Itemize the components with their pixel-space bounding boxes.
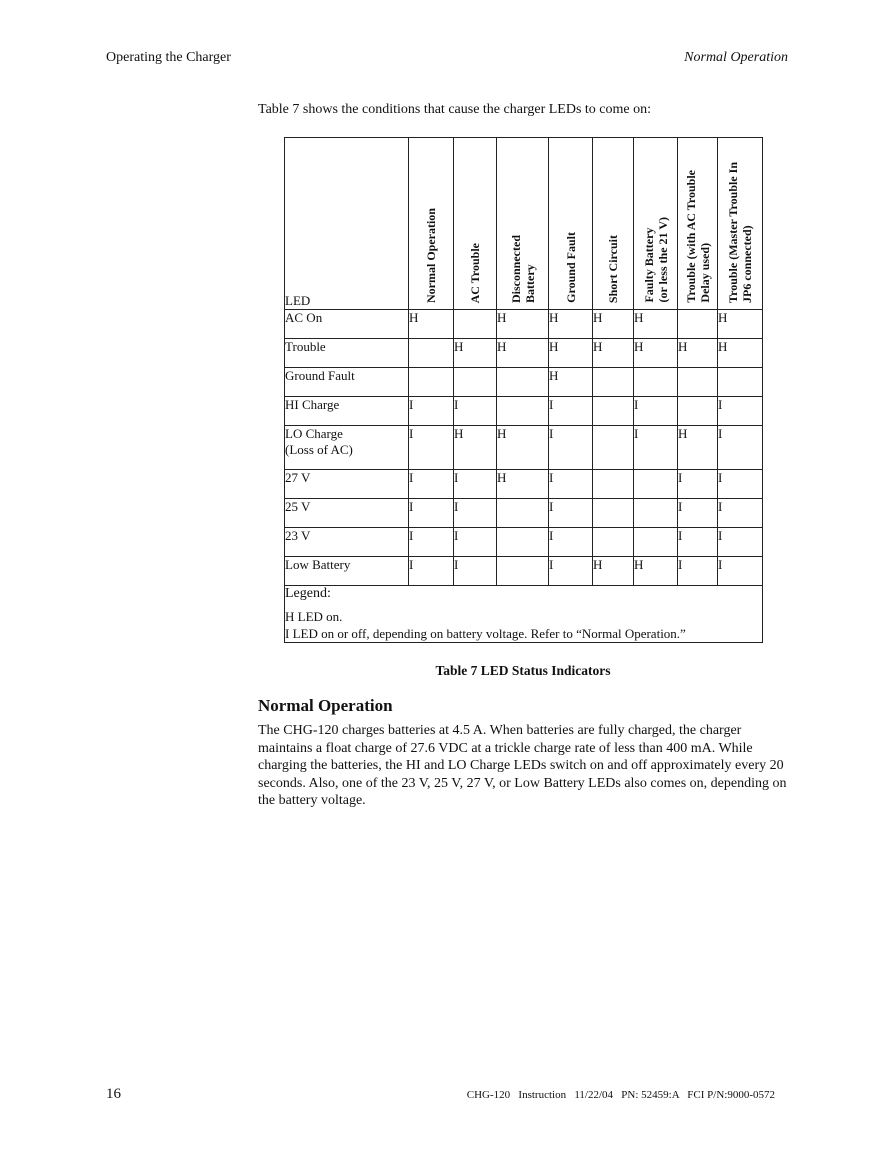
column-header: Ground Fault [549, 138, 593, 310]
table-cell [593, 397, 634, 426]
table-cell: H [634, 339, 678, 368]
table-row [285, 368, 763, 397]
table-cell: H [593, 557, 634, 586]
table-cell: I [718, 557, 763, 586]
table-cell: H [593, 339, 634, 368]
table-cell: H [497, 426, 549, 470]
table-cell [454, 368, 497, 397]
row-label: HI Charge [285, 397, 409, 426]
table-cell: H [718, 310, 763, 339]
table-cell: I [409, 426, 454, 470]
table-row [285, 557, 763, 586]
table-row [285, 426, 763, 470]
table-cell [593, 368, 634, 397]
intro-text: Table 7 shows the conditions that cause the charger LEDs to come on: [258, 102, 651, 117]
column-header: Faulty Battery (or less the 21 V) [634, 138, 678, 310]
legend-row [285, 586, 763, 643]
table-cell: H [593, 310, 634, 339]
table-cell [409, 368, 454, 397]
section-heading: Normal Operation [258, 696, 393, 715]
table-cell [634, 470, 678, 499]
table-cell: I [678, 557, 718, 586]
table-cell: I [454, 557, 497, 586]
table-cell: I [454, 528, 497, 557]
table-cell [409, 339, 454, 368]
legend-line: I LED on or off, depending on battery voltage. Refer to “Normal Operation.” [285, 626, 686, 641]
table-cell [497, 368, 549, 397]
table-cell: I [678, 528, 718, 557]
table-cell [497, 397, 549, 426]
column-header: Normal Operation [409, 138, 454, 310]
table-cell: I [549, 499, 593, 528]
table-cell [593, 470, 634, 499]
row-label: 23 V [285, 528, 409, 557]
table-cell: I [718, 426, 763, 470]
footer-doc-info: CHG-120 Instruction 11/22/04 PN: 52459:A FCI P/N:9000-0572 [466, 1089, 775, 1101]
table-cell: I [678, 470, 718, 499]
table-cell: H [718, 339, 763, 368]
table-cell: I [409, 557, 454, 586]
table-cell: I [634, 426, 678, 470]
table-cell: I [549, 557, 593, 586]
led-status-table [284, 137, 763, 643]
table-cell [454, 310, 497, 339]
table-cell: I [718, 528, 763, 557]
table-cell: I [549, 426, 593, 470]
running-header-right: Normal Operation [684, 50, 788, 65]
table-cell: I [409, 528, 454, 557]
table-cell: H [454, 426, 497, 470]
running-header-left: Operating the Charger [106, 50, 231, 65]
table-cell [718, 368, 763, 397]
table-cell: H [409, 310, 454, 339]
table-row [285, 310, 763, 339]
row-label: Trouble [285, 339, 409, 368]
row-label: AC On [285, 310, 409, 339]
table-cell [678, 368, 718, 397]
table-cell: I [678, 499, 718, 528]
table-cell: I [549, 470, 593, 499]
table-cell [593, 499, 634, 528]
table-cell [634, 528, 678, 557]
table-cell: I [409, 397, 454, 426]
table-cell: H [549, 339, 593, 368]
column-header: Trouble (with AC Trouble Delay used) [678, 138, 718, 310]
table-cell: I [718, 470, 763, 499]
table-cell: H [497, 310, 549, 339]
table-cell: H [549, 310, 593, 339]
table-cell: I [409, 499, 454, 528]
row-label: LO Charge (Loss of AC) [285, 426, 409, 470]
row-label: 27 V [285, 470, 409, 499]
row-label: 25 V [285, 499, 409, 528]
table-cell [593, 528, 634, 557]
table-cell: I [549, 528, 593, 557]
table-cell: H [549, 368, 593, 397]
table-cell: I [454, 470, 497, 499]
legend-cell [285, 586, 763, 643]
table-cell [634, 368, 678, 397]
table-cell: I [454, 499, 497, 528]
table-cell [678, 310, 718, 339]
table-cell: I [409, 470, 454, 499]
table-cell: H [497, 470, 549, 499]
table-cell: H [678, 426, 718, 470]
table-cell: H [678, 339, 718, 368]
legend-title: Legend: [285, 586, 331, 601]
table-cell: I [549, 397, 593, 426]
table-row [285, 397, 763, 426]
legend-line: H LED on. [285, 609, 343, 624]
table-cell [678, 397, 718, 426]
table-row [285, 339, 763, 368]
table-row [285, 499, 763, 528]
table-cell: I [718, 499, 763, 528]
table-cell: I [454, 397, 497, 426]
table-header-row [285, 138, 763, 310]
row-label: Low Battery [285, 557, 409, 586]
table-cell: I [718, 397, 763, 426]
column-header: AC Trouble [454, 138, 497, 310]
column-header: Short Circuit [593, 138, 634, 310]
table-caption: Table 7 LED Status Indicators [435, 663, 611, 678]
led-column-header: LED [285, 138, 409, 310]
table-row [285, 470, 763, 499]
table-cell: I [634, 397, 678, 426]
table-cell [634, 499, 678, 528]
table-cell [593, 426, 634, 470]
table-row [285, 528, 763, 557]
row-label: Ground Fault [285, 368, 409, 397]
column-header: Trouble (Master Trouble In JP6 connected) [718, 138, 763, 310]
body-paragraph: The CHG-120 charges batteries at 4.5 A. When batteries are fully charged, the charger maintains a float charge of 27.6 VDC at a trickle charge rate of less than 400 mA. While charging the batteries, the HI and LO Charge LEDs switch on and off approximately every 20 seconds. Also, one of the 23 V, 25 V, 27 V, or Low Battery LEDs also comes on, depending on the battery voltage. [258, 723, 787, 808]
table-cell: H [497, 339, 549, 368]
table-cell [497, 499, 549, 528]
table-cell [497, 528, 549, 557]
column-header: Disconnected Battery [497, 138, 549, 310]
page-number: 16 [106, 1086, 121, 1102]
table-cell: H [454, 339, 497, 368]
table-cell: H [634, 557, 678, 586]
table-cell [497, 557, 549, 586]
table-cell: H [634, 310, 678, 339]
